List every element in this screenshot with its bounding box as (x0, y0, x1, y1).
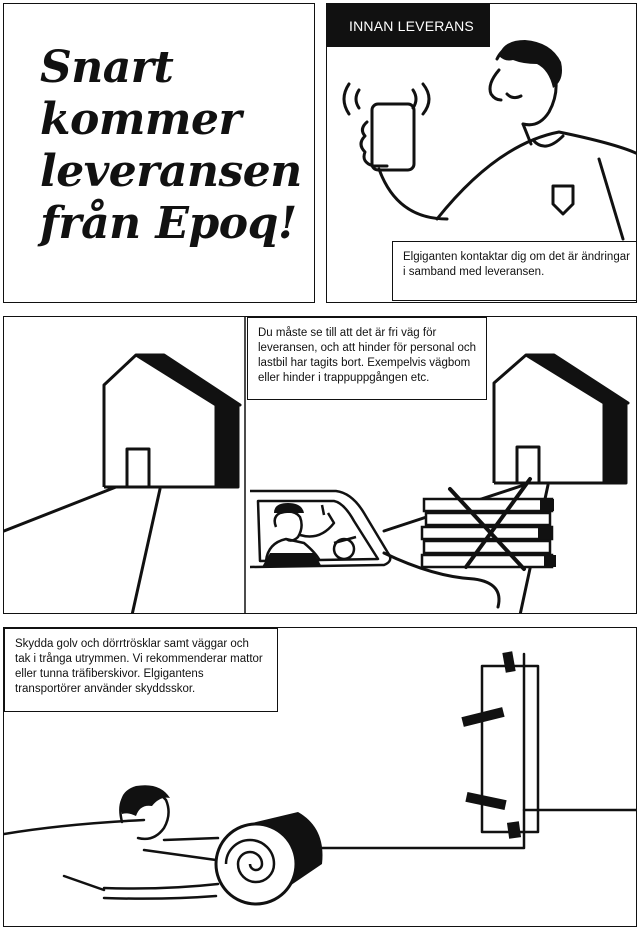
roll-icon (216, 812, 323, 904)
contact-caption: Elgiganten kontaktar dig om det är ändringar i samband med leveransen. (392, 241, 637, 301)
phone-icon (372, 104, 414, 170)
title-panel (3, 3, 315, 303)
rolling-mat-illustration (4, 628, 637, 927)
section-tag: INNAN LEVERANS (327, 4, 490, 47)
clear-path-caption: Du måste se till att det är fri väg för leveransen, och att hinder för personal och lastbil har tagits bort. Exempelvis vägbom eller hinder i trappuppgången etc. (247, 317, 487, 400)
page-title: Snart kommer leveransen från Epoq! (40, 42, 302, 249)
house-icon (494, 355, 628, 483)
before-delivery-panel (326, 3, 637, 303)
protect-floors-panel (3, 627, 637, 927)
protection-caption: Skydda golv och dörrtrösklar samt väggar och tak i trånga utrymmen. Vi rekommenderar mattor eller tunna träfiberskivor. Elgigantens transportörer använder skyddsskor. (4, 628, 278, 712)
clear-path-panel (3, 316, 637, 614)
house-icon (104, 355, 240, 487)
